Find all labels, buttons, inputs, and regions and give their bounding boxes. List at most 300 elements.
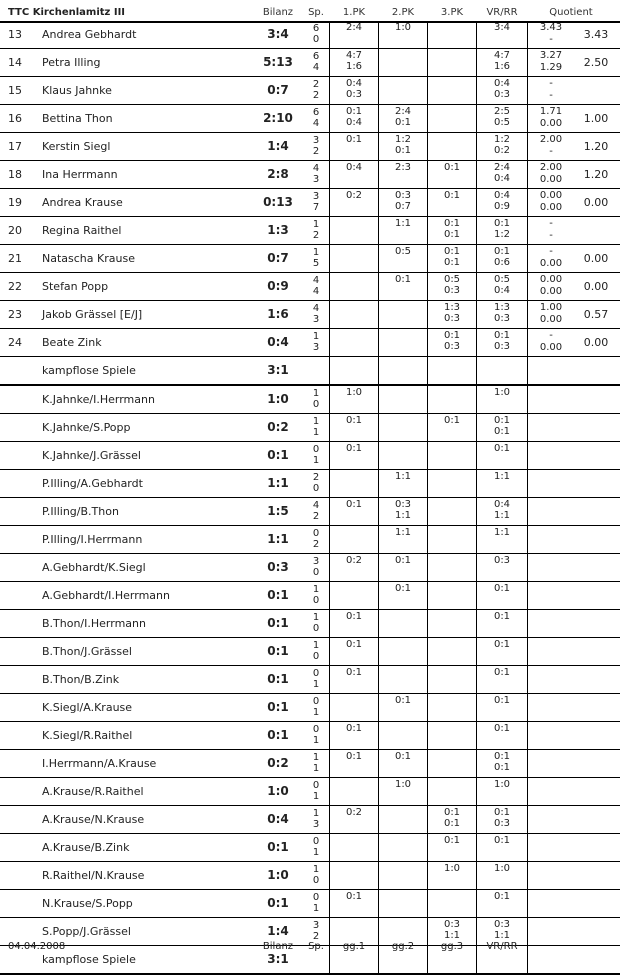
table-row: [0, 217, 620, 245]
games-played: [303, 696, 329, 718]
bilanz-value: 1:1: [267, 532, 289, 546]
quotient-pair-line-1: 0.00: [539, 274, 563, 285]
vr-rr-result: [479, 835, 525, 846]
column-divider: [527, 610, 528, 637]
table-row: [0, 105, 620, 133]
player-position: 19: [8, 196, 22, 209]
games-played: [303, 780, 329, 802]
footer-gg2: gg.2: [391, 941, 415, 952]
games-played: [303, 892, 329, 914]
vr-rr-result-line-1: 0:3: [493, 555, 511, 566]
pk3-result-line-1: 0:1: [443, 162, 461, 173]
column-divider: [476, 554, 477, 581]
pk2-result-line-1: 1:0: [394, 22, 412, 33]
column-divider: [378, 862, 379, 889]
column-divider: [476, 666, 477, 693]
pk2-result-line-2: 1:1: [394, 510, 412, 521]
column-divider: [378, 386, 379, 413]
games-played-line-2: 0: [312, 623, 320, 634]
header-sp: Sp.: [308, 7, 324, 18]
column-divider: [427, 217, 428, 244]
column-divider: [476, 414, 477, 441]
games-played: [303, 331, 329, 353]
column-divider: [378, 357, 379, 384]
games-played-line-1: 1: [312, 219, 320, 230]
bilanz-value: 0:9: [267, 279, 289, 293]
games-played: [303, 247, 329, 269]
doubles-pair-name: A.Krause/N.Krause: [42, 813, 145, 826]
footer-gg1: gg.1: [342, 941, 366, 952]
bilanz-value: 1:0: [267, 392, 289, 406]
bilanz-value: 1:0: [267, 868, 289, 882]
table-row: [0, 554, 620, 582]
column-divider: [378, 694, 379, 721]
kampflos-bilanz: 3:1: [267, 952, 289, 966]
column-divider: [378, 189, 379, 216]
games-played-line-2: 3: [312, 342, 320, 353]
column-divider: [378, 161, 379, 188]
quotient-total: 3.43: [583, 28, 609, 41]
pk1-result-line-1: 0:1: [345, 751, 363, 762]
pk2-result: [380, 246, 426, 257]
pk3-result-line-2: 0:1: [443, 818, 461, 829]
column-divider: [427, 133, 428, 160]
vr-rr-result-line-2: 1:1: [493, 510, 511, 521]
column-divider: [378, 526, 379, 553]
table-row: [0, 245, 620, 273]
column-divider: [378, 301, 379, 328]
doubles-pair-name: P.Illing/B.Thon: [42, 505, 119, 518]
bilanz-value: 0:4: [267, 335, 289, 349]
pk3-result-line-2: 1:1: [443, 930, 461, 941]
pk1-result-line-2: 0:3: [345, 89, 363, 100]
quotient-pair-line-1: -: [549, 330, 553, 341]
column-divider: [329, 217, 330, 244]
table-row: [0, 329, 620, 357]
pk1-result: [331, 723, 377, 734]
player-name: Andrea Krause: [42, 196, 123, 209]
vr-rr-result-line-2: 0:1: [493, 667, 511, 678]
vr-rr-result-line-2: 0:6: [493, 257, 511, 268]
vr-rr-result-line-1: 1:1: [493, 471, 511, 482]
games-played: [303, 135, 329, 157]
pk3-result-line-1: 0:1: [443, 190, 461, 201]
footer-gg3: gg.3: [440, 941, 464, 952]
column-divider: [378, 610, 379, 637]
vr-rr-result-line-1: 0:1: [493, 807, 511, 818]
vr-rr-result-line-1: 0:4: [493, 190, 511, 201]
column-divider: [329, 105, 330, 132]
quotient-total: 1.00: [583, 112, 609, 125]
bilanz-value: 0:1: [267, 448, 289, 462]
column-divider: [427, 105, 428, 132]
vr-rr-result: [479, 695, 525, 706]
games-played-line-2: 2: [312, 511, 320, 522]
games-played-line-1: 1: [312, 584, 320, 595]
pk2-result-line-1: 1:2: [394, 134, 412, 145]
games-played-line-1: 6: [312, 51, 320, 62]
player-name: Regina Raithel: [42, 224, 122, 237]
games-played-line-1: 3: [312, 920, 320, 931]
games-played-line-1: 1: [312, 752, 320, 763]
column-divider: [476, 301, 477, 328]
column-divider: [329, 498, 330, 525]
column-divider: [329, 610, 330, 637]
pk3-result: [429, 246, 475, 268]
games-played: [303, 23, 329, 45]
games-played-line-2: 0: [312, 34, 320, 45]
pk3-result-line-2: 0:3: [443, 341, 461, 352]
column-divider: [329, 638, 330, 665]
bilanz-value: 0:13: [263, 195, 293, 209]
quotient-pair-line-1: -: [549, 218, 553, 229]
player-name: Stefan Popp: [42, 280, 109, 293]
column-divider: [378, 778, 379, 805]
column-divider: [329, 470, 330, 497]
vr-rr-result-line-1: 0:1: [493, 415, 511, 426]
column-divider: [427, 498, 428, 525]
column-divider: [476, 217, 477, 244]
doubles-pair-name: P.Illing/I.Herrmann: [42, 533, 143, 546]
pk1-result-line-2: 0:1: [345, 134, 363, 145]
vr-rr-result-line-2: 0:5: [493, 117, 511, 128]
column-divider: [427, 834, 428, 861]
vr-rr-result-line-2: 0:1: [493, 723, 511, 734]
footer-bilanz: Bilanz: [262, 941, 294, 952]
pk3-result-line-2: 0:1: [443, 257, 461, 268]
quotient-pair-line-2: -: [549, 34, 553, 45]
pk2-result: [380, 695, 426, 706]
pk1-result: [331, 611, 377, 622]
quotient-pair: [528, 50, 574, 74]
quotient-pair: [528, 330, 574, 354]
quotient-pair: [528, 78, 574, 102]
doubles-pair-name: A.Krause/R.Raithel: [42, 785, 144, 798]
bilanz-value: 0:1: [267, 840, 289, 854]
quotient-total: 1.20: [583, 168, 609, 181]
bilanz-value: 0:7: [267, 251, 289, 265]
table-row: [0, 414, 620, 442]
games-played: [303, 500, 329, 522]
table-row: [0, 386, 620, 414]
quotient-pair: [528, 106, 574, 130]
column-divider: [476, 498, 477, 525]
vr-rr-result-line-2: 0:1: [493, 891, 511, 902]
games-played-line-2: 1: [312, 735, 320, 746]
header-vrrr: VR/RR: [486, 7, 518, 18]
column-divider: [329, 49, 330, 76]
games-played-line-2: 5: [312, 258, 320, 269]
pk1-result: [331, 443, 377, 454]
games-played-line-1: 1: [312, 416, 320, 427]
column-divider: [378, 750, 379, 777]
column-divider: [378, 77, 379, 104]
pk2-result: [380, 499, 426, 521]
vr-rr-result-line-1: 1:0: [493, 863, 511, 874]
column-divider: [527, 357, 528, 384]
doubles-pair-name: B.Thon/J.Grässel: [42, 645, 132, 658]
column-divider: [476, 442, 477, 469]
column-divider: [427, 329, 428, 356]
player-position: 13: [8, 28, 22, 41]
games-played-line-2: 1: [312, 707, 320, 718]
games-played-line-1: 0: [312, 724, 320, 735]
pk3-result: [429, 330, 475, 352]
vr-rr-result-line-1: 0:3: [493, 919, 511, 930]
games-played: [303, 303, 329, 325]
pk1-result-line-1: 0:1: [345, 499, 363, 510]
bilanz-value: 0:1: [267, 672, 289, 686]
games-played-line-1: 0: [312, 780, 320, 791]
column-divider: [378, 273, 379, 300]
quotient-pair-line-1: 0.00: [539, 190, 563, 201]
pk3-result: [429, 302, 475, 324]
vr-rr-result-line-2: 1:6: [493, 61, 511, 72]
column-divider: [378, 470, 379, 497]
games-played: [303, 668, 329, 690]
pk1-result-line-2: 0:4: [345, 117, 363, 128]
column-divider: [329, 21, 330, 48]
pk1-result-line-1: 0:1: [345, 639, 363, 650]
column-divider: [378, 722, 379, 749]
column-divider: [329, 890, 330, 917]
pk3-result-line-1: 0:3: [443, 919, 461, 930]
quotient-pair: [528, 190, 574, 214]
pk1-result: [331, 499, 377, 510]
column-divider: [427, 49, 428, 76]
column-divider: [329, 834, 330, 861]
player-name: Natascha Krause: [42, 252, 135, 265]
bilanz-value: 0:2: [267, 756, 289, 770]
vr-rr-result-line-2: 0:1: [493, 835, 511, 846]
games-played: [303, 51, 329, 73]
pk3-result: [429, 415, 475, 426]
doubles-pair-name: K.Jahnke/S.Popp: [42, 421, 131, 434]
games-played-line-2: 4: [312, 286, 320, 297]
column-divider: [427, 554, 428, 581]
column-divider: [527, 890, 528, 917]
pk1-result-line-1: 0:1: [345, 611, 363, 622]
pk1-result: [331, 387, 377, 398]
quotient-pair: [528, 274, 574, 298]
doubles-pair-name: S.Popp/J.Grässel: [42, 925, 131, 938]
column-divider: [476, 133, 477, 160]
games-played-line-1: 1: [312, 388, 320, 399]
vr-rr-result: [479, 499, 525, 521]
games-played-line-1: 0: [312, 444, 320, 455]
header-bilanz: Bilanz: [262, 7, 294, 18]
games-played: [303, 724, 329, 746]
doubles-pair-name: R.Raithel/N.Krause: [42, 869, 145, 882]
vr-rr-result-line-1: 0:1: [493, 751, 511, 762]
pk3-result-line-1: 0:1: [443, 246, 461, 257]
pk2-result-line-2: 1:1: [394, 218, 412, 229]
pk2-result-line-2: 0:7: [394, 201, 412, 212]
quotient-pair-line-1: 2.00: [539, 134, 563, 145]
pk3-result: [429, 190, 475, 201]
column-divider: [378, 638, 379, 665]
column-divider: [527, 414, 528, 441]
pk2-result: [380, 218, 426, 229]
vr-rr-result: [479, 78, 525, 100]
column-divider: [427, 638, 428, 665]
player-position: 14: [8, 56, 22, 69]
pk2-result-line-1: 0:1: [394, 555, 412, 566]
quotient-pair: [528, 162, 574, 186]
pk3-result-line-1: 0:1: [443, 330, 461, 341]
games-played-line-2: 4: [312, 62, 320, 73]
games-played-line-1: 0: [312, 836, 320, 847]
column-divider: [427, 806, 428, 833]
column-divider: [427, 301, 428, 328]
column-divider: [378, 666, 379, 693]
pk3-result-line-2: 0:1: [443, 229, 461, 240]
column-divider: [527, 554, 528, 581]
vr-rr-result-line-2: 0:4: [493, 285, 511, 296]
quotient-pair-line-1: 3.27: [539, 50, 563, 61]
table-row: [0, 890, 620, 918]
games-played-line-1: 0: [312, 892, 320, 903]
pk2-result-line-2: 0:1: [394, 695, 412, 706]
pk2-result: [380, 274, 426, 285]
games-played-line-1: 4: [312, 500, 320, 511]
quotient-pair-line-2: 1.29: [539, 62, 563, 73]
column-divider: [427, 161, 428, 188]
doubles-pair-name: K.Jahnke/I.Herrmann: [42, 393, 155, 406]
quotient-total: 0.57: [583, 308, 609, 321]
vr-rr-result: [479, 751, 525, 773]
vr-rr-result-line-1: 0:1: [493, 330, 511, 341]
bilanz-value: 0:1: [267, 728, 289, 742]
pk3-result-line-2: 0:3: [443, 313, 461, 324]
pk3-result: [429, 274, 475, 296]
games-played-line-1: 3: [312, 191, 320, 202]
bilanz-value: 0:1: [267, 896, 289, 910]
games-played-line-1: 1: [312, 612, 320, 623]
bilanz-value: 0:1: [267, 616, 289, 630]
bilanz-value: 1:3: [267, 223, 289, 237]
games-played-line-2: 1: [312, 455, 320, 466]
games-played-line-1: 1: [312, 864, 320, 875]
column-divider: [476, 386, 477, 413]
pk1-result-line-1: 4:7: [345, 50, 363, 61]
vr-rr-result-line-1: 0:4: [493, 499, 511, 510]
pk2-result: [380, 471, 426, 482]
column-divider: [329, 806, 330, 833]
vr-rr-result-line-2: 0:1: [493, 762, 511, 773]
pk3-result-line-1: 1:0: [443, 863, 461, 874]
vr-rr-result-line-1: 1:2: [493, 134, 511, 145]
column-divider: [329, 414, 330, 441]
pk3-result-line-1: 0:5: [443, 274, 461, 285]
table-row: [0, 666, 620, 694]
table-row: [0, 301, 620, 329]
pk1-result-line-2: 0:1: [345, 723, 363, 734]
doubles-pair-name: A.Krause/B.Zink: [42, 841, 130, 854]
player-position: 15: [8, 84, 22, 97]
player-position: 22: [8, 280, 22, 293]
vr-rr-result: [479, 302, 525, 324]
column-divider: [378, 806, 379, 833]
kampflos-bilanz: 3:1: [267, 363, 289, 377]
vr-rr-result-line-1: 0:1: [493, 611, 511, 622]
column-divider: [476, 750, 477, 777]
pk1-result: [331, 751, 377, 762]
pk1-result: [331, 22, 377, 33]
vr-rr-result: [479, 443, 525, 454]
column-divider: [476, 890, 477, 917]
games-played: [303, 275, 329, 297]
column-divider: [427, 470, 428, 497]
column-divider: [329, 329, 330, 356]
games-played-line-1: 6: [312, 23, 320, 34]
bilanz-value: 1:0: [267, 784, 289, 798]
bilanz-value: 1:4: [267, 139, 289, 153]
games-played-line-2: 1: [312, 679, 320, 690]
column-divider: [378, 582, 379, 609]
pk1-result-line-2: 0:1: [345, 415, 363, 426]
column-divider: [527, 722, 528, 749]
pk1-result-line-1: 0:1: [345, 106, 363, 117]
vr-rr-result: [479, 583, 525, 594]
bilanz-value: 1:5: [267, 504, 289, 518]
player-position: 21: [8, 252, 22, 265]
games-played-line-1: 1: [312, 331, 320, 342]
column-divider: [476, 638, 477, 665]
column-divider: [476, 105, 477, 132]
column-divider: [329, 694, 330, 721]
vr-rr-result: [479, 779, 525, 790]
column-divider: [527, 638, 528, 665]
pk2-result-line-2: 0:1: [394, 145, 412, 156]
column-divider: [427, 273, 428, 300]
table-row: [0, 189, 620, 217]
pk1-result: [331, 555, 377, 566]
bilanz-value: 0:4: [267, 812, 289, 826]
doubles-pair-name: B.Thon/B.Zink: [42, 673, 120, 686]
quotient-pair-line-1: 1.00: [539, 302, 563, 313]
table-row: [0, 133, 620, 161]
bilanz-value: 0:3: [267, 560, 289, 574]
vr-rr-result-line-1: 4:7: [493, 50, 511, 61]
table-row: [0, 610, 620, 638]
games-played: [303, 163, 329, 185]
games-played-line-2: 0: [312, 595, 320, 606]
table-row: [0, 273, 620, 301]
column-divider: [476, 21, 477, 48]
games-played-line-1: 0: [312, 528, 320, 539]
pk2-result-line-2: 1:1: [394, 527, 412, 538]
column-divider: [476, 49, 477, 76]
column-divider: [427, 666, 428, 693]
player-name: Bettina Thon: [42, 112, 113, 125]
games-played-line-1: 2: [312, 472, 320, 483]
pk1-result: [331, 50, 377, 72]
games-played: [303, 472, 329, 494]
pk2-result-line-1: 2:3: [394, 162, 412, 173]
vr-rr-result: [479, 611, 525, 622]
player-position: 23: [8, 308, 22, 321]
column-divider: [427, 778, 428, 805]
pk2-result: [380, 134, 426, 156]
pk2-result: [380, 555, 426, 566]
column-divider: [378, 245, 379, 272]
games-played: [303, 864, 329, 886]
pk1-result: [331, 667, 377, 678]
quotient-pair: [528, 218, 574, 242]
games-played: [303, 191, 329, 213]
table-row: [0, 498, 620, 526]
